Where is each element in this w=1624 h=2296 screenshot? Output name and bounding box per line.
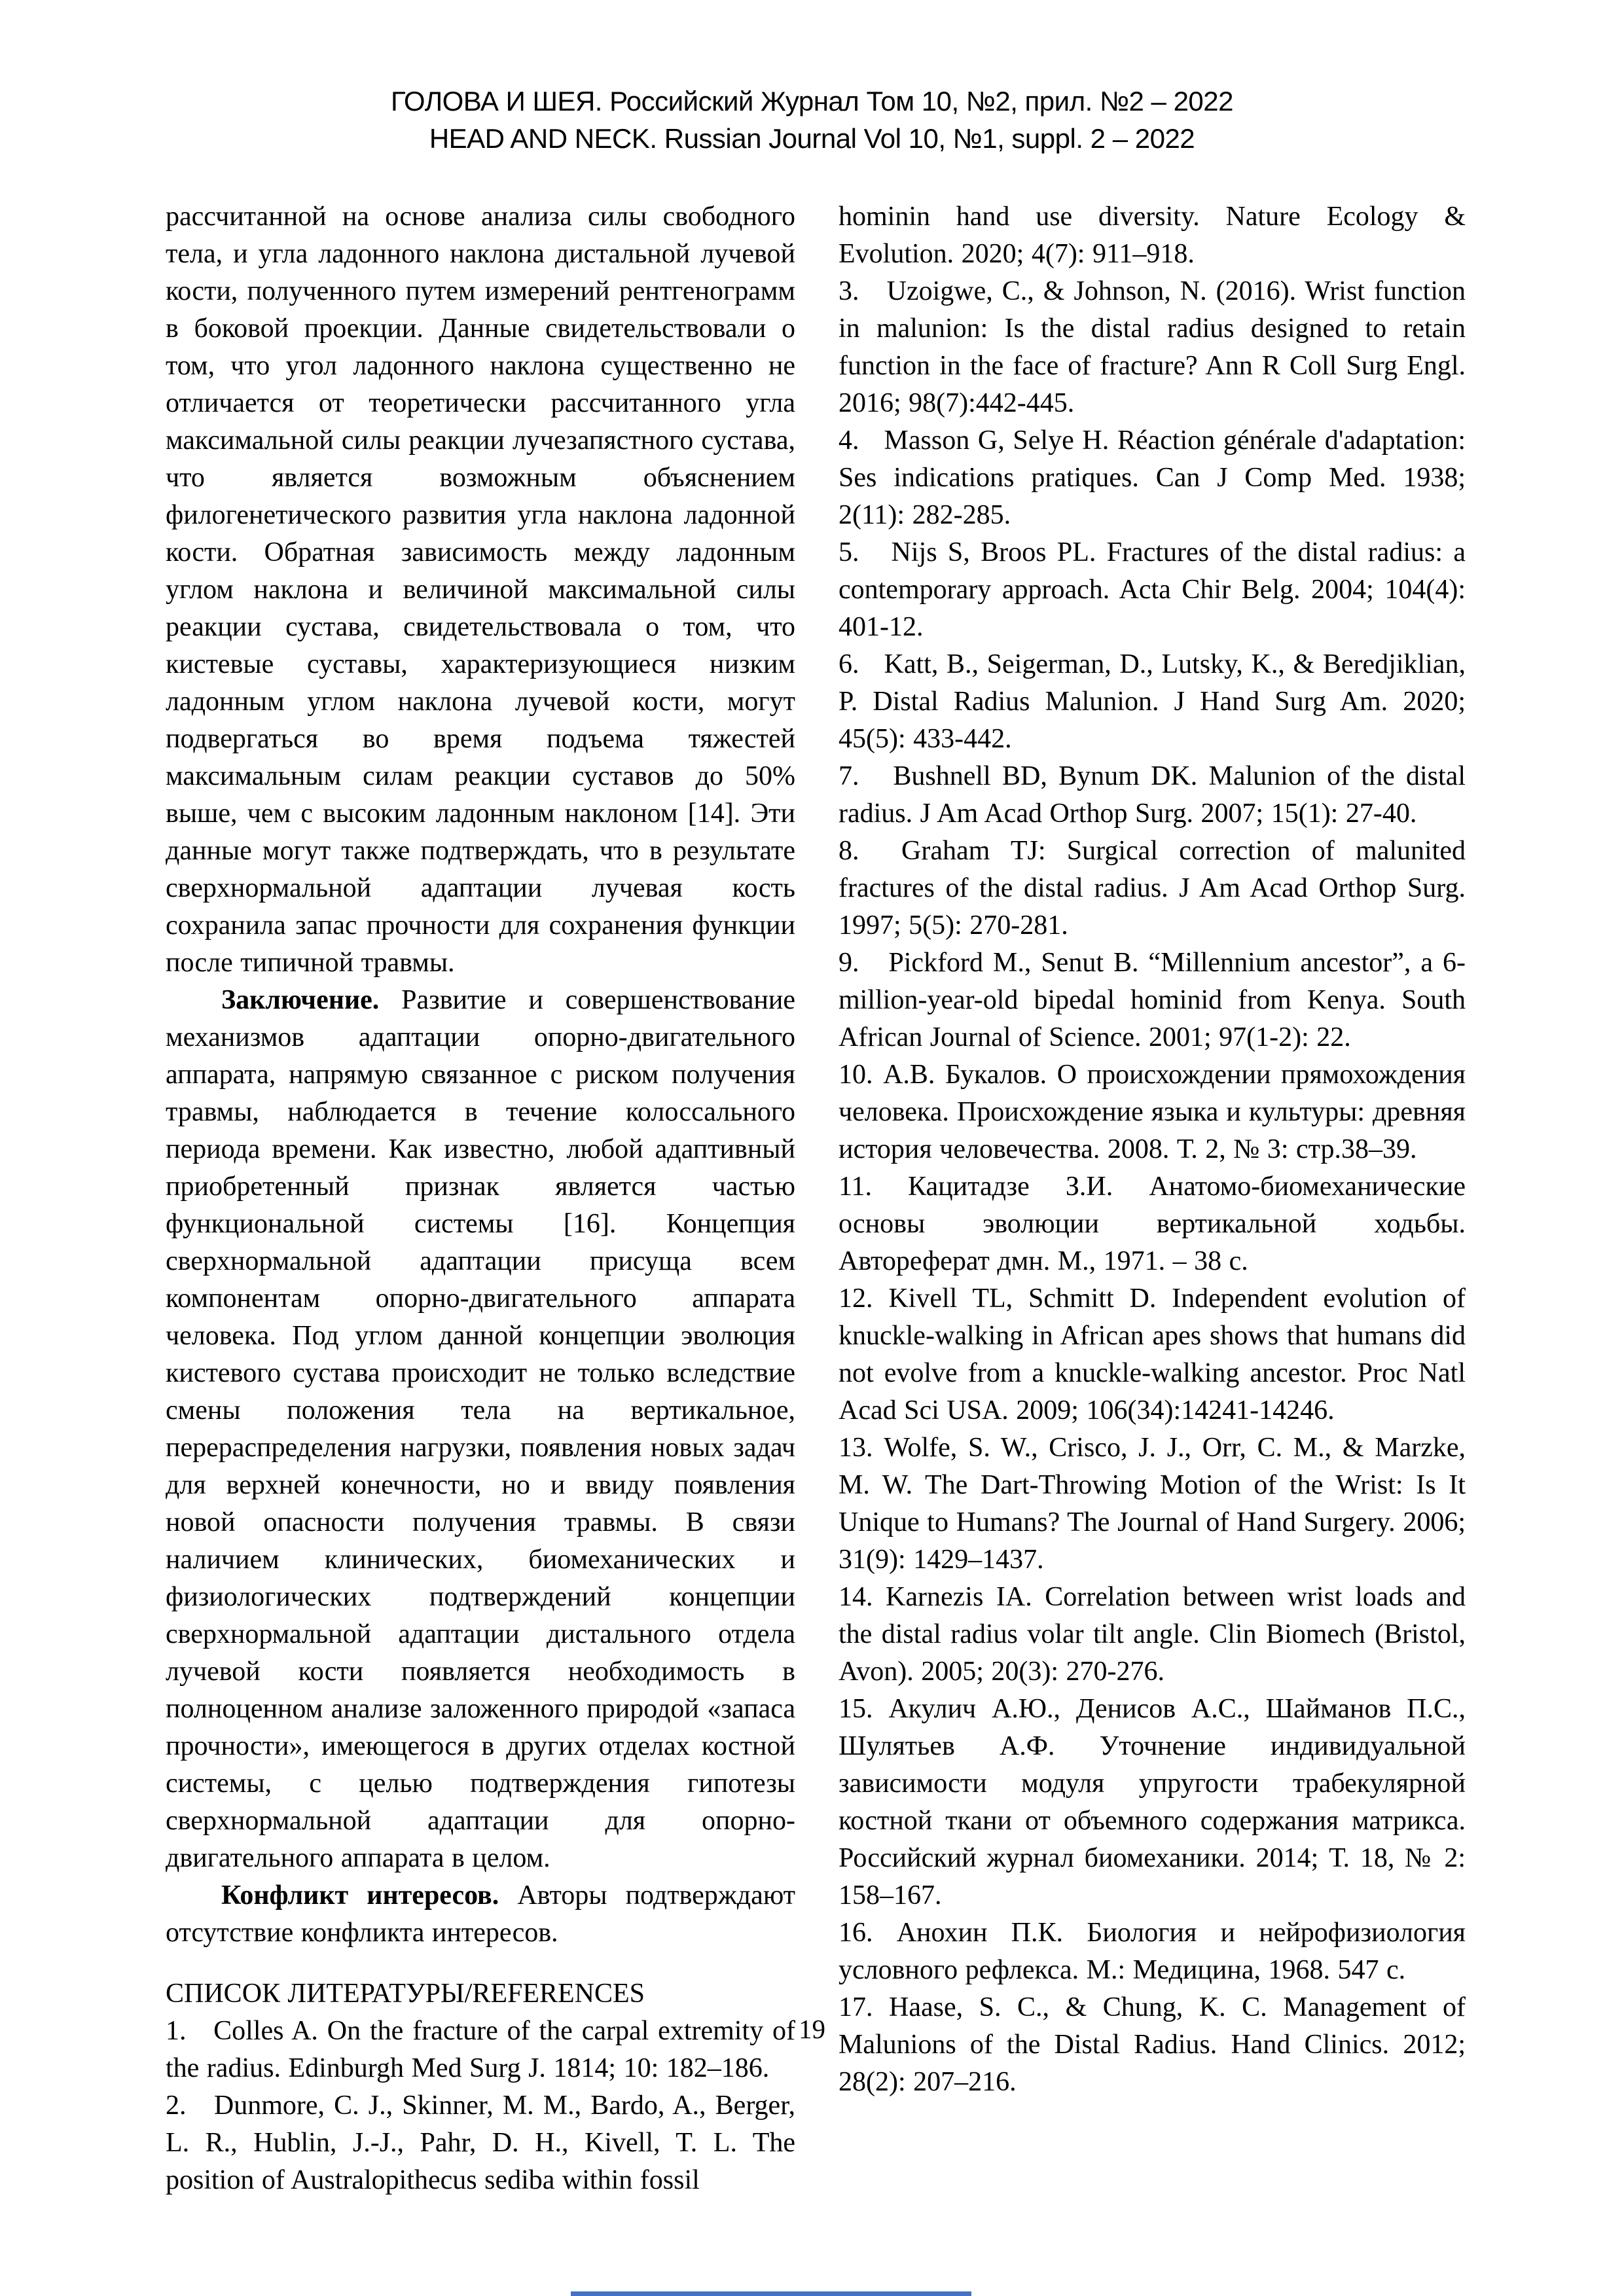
reference-item: 7. Bushnell BD, Bynum DK. Malunion of the distal radius. J Am Acad Orthop Surg. 2007; 15(1): 27-40. — [839, 761, 1466, 829]
reference-item: 1. Colles A. On the fracture of the carpal extremity of the radius. Edinburgh Med Surg J. 1814; 10: 182–186. — [166, 2016, 795, 2083]
right-column — [839, 198, 1466, 2101]
journal-header-line-en: HEAD AND NECK. Russian Journal Vol 10, №1, suppl. 2 – 2022 — [429, 123, 1195, 154]
reference-item: 8. Graham TJ: Surgical correction of malunited fractures of the distal radius. J Am Acad Orthop Surg. 1997; 5(5): 270-281. — [839, 836, 1466, 941]
journal-header-line-ru: ГОЛОВА И ШЕЯ. Российский Журнал Том 10, №2, прил. №2 – 2022 — [390, 86, 1234, 117]
bottom-accent-bar — [571, 2291, 971, 2296]
reference-item: 14. Karnezis IA. Correlation between wrist loads and the distal radius volar tilt angle. Clin Biomech (Bristol, Avon). 2005; 20(3): 270-276. — [839, 1582, 1466, 1687]
page-number: 19 — [799, 2014, 825, 2044]
reference-item: 16. Анохин П.К. Биология и нейрофизиология условного рефлекса. М.: Медицина, 1968. 547 с. — [839, 1918, 1466, 1985]
reference-item: 10. А.В. Букалов. О происхождении прямохождения человека. Происхождение языка и культуры: древняя история человечества. 2008. Т. 2, № 3: стр.38–39. — [839, 1060, 1466, 1164]
conflict-text: Авторы подтверждают отсутствие конфликта интересов. — [166, 1880, 795, 1948]
reference-item: 11. Кацитадзе З.И. Анатомо-биомеханические основы эволюции вертикальной ходьбы. Автореферат дмн. М., 1971. – 38 с. — [839, 1172, 1466, 1276]
reference-item: 17. Haase, S. C., & Chung, K. C. Management of Malunions of the Distal Radius. Hand Clinics. 2012; 28(2): 207–216. — [839, 1992, 1466, 2097]
reference-item: 6. Katt, B., Seigerman, D., Lutsky, K., & Beredjiklian, P. Distal Radius Malunion. J Hand Surg Am. 2020; 45(5): 433-442. — [839, 649, 1466, 754]
reference-item: 12. Kivell TL, Schmitt D. Independent evolution of knuckle-walking in African apes shows that humans did not evolve from a knuckle-walking ancestor. Proc Natl Acad Sci USA. 2009; 106(34):14241-14246. — [839, 1283, 1466, 1426]
reference-item-continuation: hominin hand use diversity. Nature Ecology & Evolution. 2020; 4(7): 911–918. — [839, 202, 1466, 269]
journal-header — [0, 82, 1624, 157]
reference-item: 4. Masson G, Selye H. Réaction générale d'adaptation: Ses indications pratiques. Can J Comp Med. 1938; 2(11): 282-285. — [839, 425, 1466, 530]
reference-item: 5. Nijs S, Broos PL. Fractures of the distal radius: a contemporary approach. Acta Chir Belg. 2004; 104(4): 401-12. — [839, 537, 1466, 642]
reference-item: 15. Акулич А.Ю., Денисов А.С., Шайманов П.С., Шулятьев А.Ф. Уточнение индивидуальной зависимости модуля упругости трабекулярной костной ткани от объемного содержания матрикса. Российский журнал биомеханики. 2014; Т. 18, № 2: 158–167. — [839, 1694, 1466, 1910]
reference-item: 9. Pickford M., Senut B. “Millennium ancestor”, a 6-million-year-old bipedal hominid from Kenya. South African Journal of Science. 2001; 97(1-2): 22. — [839, 948, 1466, 1052]
conclusion-text: Развитие и совершенствование механизмов адаптации опорно-двигательного аппарата, напрямую связанное с риском получения травмы, наблюдается в течение колоссального периода времени. Как известно, любой адаптивный приобретенный признак является частью функциональной системы [16]. Концепция сверхнормальной адаптации присуща всем компонентам опорно-двигательного аппарата человека. Под углом данной концепции эволюция кистевого сустава происходит не только вследствие смены положения тела на вертикальное, перераспределения нагрузки, появления новых задач для верхней конечности, но и ввиду появления новой опасности получения травмы. В связи наличием клинических, биомеханических и физиологических подтверждений концепции сверхнормальной адаптации дистального отдела лучевой кости появляется необходимость в полноценном анализе заложенного природой «запаса прочности», имеющегося в других отделах костной системы, с целью подтверждения гипотезы сверхнормальной адаптации для опорно-двигательного аппарата в целом. — [166, 985, 795, 1873]
left-column — [166, 198, 795, 2199]
reference-item: 3. Uzoigwe, C., & Johnson, N. (2016). Wrist function in malunion: Is the distal radius designed to retain function in the face of fracture? Ann R Coll Surg Engl. 2016; 98(7):442-445. — [839, 276, 1466, 418]
reference-item: 2. Dunmore, C. J., Skinner, M. M., Bardo, A., Berger, L. R., Hublin, J.-J., Pahr, D. H., Kivell, T. L. The position of Australopithecus sediba within fossil — [166, 2090, 795, 2195]
reference-item: 13. Wolfe, S. W., Crisco, J. J., Orr, C. M., & Marzke, M. W. The Dart-Throwing Motion of the Wrist: Is It Unique to Humans? The Journal of Hand Surgery. 2006; 31(9): 1429–1437. — [839, 1433, 1466, 1575]
references-heading: СПИСОК ЛИТЕРАТУРЫ/REFERENCES — [166, 1979, 645, 2009]
body-paragraph-continuation: рассчитанной на основе анализа силы свободного тела, и угла ладонного наклона дистальной лучевой кости, полученного путем измерений рентгенограмм в боковой проекции. Данные свидетельствовали о том, что угол ладонного наклона существенно не отличается от теоретически рассчитанного угла максимальной силы реакции лучезапястного сустава, что является возможным объяснением филогенетического развития угла наклона ладонной кости. Обратная зависимость между ладонным углом наклона и величиной максимальной силы реакции сустава, свидетельствовала о том, что кистевые суставы, характеризующиеся низким ладонным углом наклона лучевой кости, могут подвергаться во время подъема тяжестей максимальным силам реакции суставов до 50% выше, чем с высоким ладонным наклоном [14]. Эти данные могут также подтверждать, что в результате сверхнормальной адаптации лучевая кость сохранила запас прочности для сохранения функции после типичной травмы. — [166, 202, 795, 978]
conflict-lead-label: Конфликт интересов. — [221, 1880, 499, 1910]
conclusion-paragraph — [166, 982, 795, 1877]
conflict-of-interest-paragraph — [166, 1877, 795, 1952]
conclusion-lead-label: Заключение. — [221, 985, 380, 1015]
references-list-right — [839, 273, 1466, 2101]
